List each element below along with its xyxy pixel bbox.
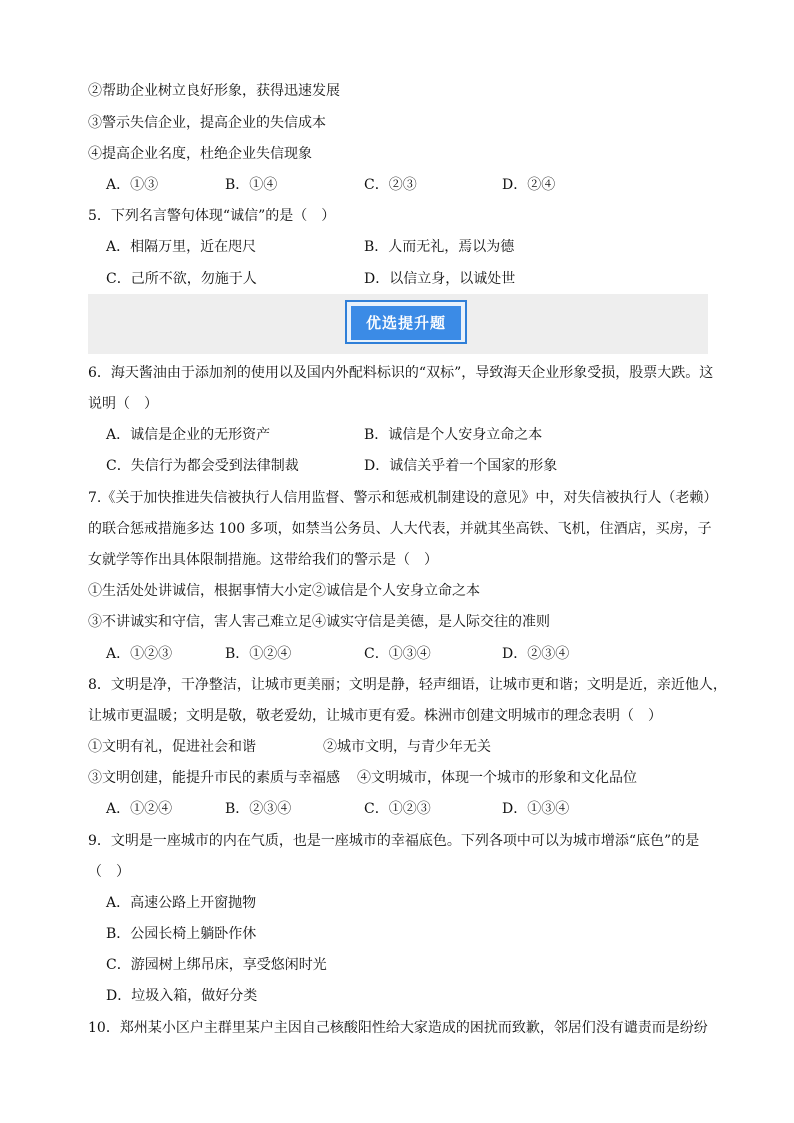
question-7-line-1: 7.《关于加快推进失信被执行人信用监督、警示和惩戒机制建设的意见》中，对失信被执行人（老赖） <box>88 490 718 506</box>
question-8-line-2: 让城市更温暖；文明是敬，敬老爱幼，让城市更有爱。株洲市创建文明城市的理念表明（ ） <box>88 708 662 724</box>
section-badge <box>345 300 467 344</box>
q7-option-d[interactable]: D．②③④ <box>502 646 570 662</box>
question-6-line-1: 6．海天酱油由于添加剂的使用以及国内外配料标识的“双标”，导致海天企业形象受损，股票大跌。这 <box>88 365 714 381</box>
q9-option-b[interactable]: B．公园长椅上躺卧作休 <box>106 926 257 942</box>
section-title: 优选提升题 <box>351 306 461 340</box>
question-7-line-2: 的联合惩戒措施多达 100 多项，如禁当公务员、人大代表，并就其坐高铁、飞机，住酒店，买房，子 <box>88 521 712 537</box>
q4-option-c[interactable]: C．②③ <box>364 177 417 193</box>
q9-option-c[interactable]: C．游园树上绑吊床，享受悠闲时光 <box>106 957 327 973</box>
q8-statement-1: ①文明有礼，促进社会和谐 <box>88 739 256 755</box>
question-9-line-2: （ ） <box>88 864 130 880</box>
q6-option-d[interactable]: D．诚信关乎着一个国家的形象 <box>364 458 558 474</box>
statement-3: ③警示失信企业，提高企业的失信成本 <box>88 115 326 131</box>
q5-option-d[interactable]: D．以信立身，以诚处世 <box>364 271 516 287</box>
q8-option-a[interactable]: A．①②④ <box>106 801 173 817</box>
question-7-line-3: 女就学等作出具体限制措施。这带给我们的警示是（ ） <box>88 552 438 568</box>
q5-option-a[interactable]: A．相隔万里，近在咫尺 <box>106 239 257 255</box>
question-8-line-1: 8．文明是净，干净整洁，让城市更美丽；文明是静，轻声细语，让城市更和谐；文明是近，亲近他人， <box>88 677 727 693</box>
section-banner <box>88 294 708 354</box>
q9-option-d[interactable]: D．垃圾入箱，做好分类 <box>106 988 258 1004</box>
q5-option-b[interactable]: B．人而无礼，焉以为德 <box>364 239 515 255</box>
q4-option-d[interactable]: D．②④ <box>502 177 556 193</box>
q9-option-a[interactable]: A．高速公路上开窗抛物 <box>106 895 257 911</box>
q4-option-b[interactable]: B．①④ <box>225 177 278 193</box>
statement-4: ④提高企业名度，杜绝企业失信现象 <box>88 146 312 162</box>
q8-statement-3: ③文明创建，能提升市民的素质与幸福感 <box>88 770 340 786</box>
q7-option-c[interactable]: C．①③④ <box>364 646 431 662</box>
question-5: 5．下列名言警句体现“诚信”的是（ ） <box>88 208 336 224</box>
q7-option-b[interactable]: B．①②④ <box>225 646 292 662</box>
q4-option-a[interactable]: A．①③ <box>106 177 159 193</box>
question-10-line-1: 10．郑州某小区户主群里某户主因自己核酸阳性给大家造成的困扰而致歉，邻居们没有谴责而是纷纷 <box>88 1020 708 1036</box>
q6-option-c[interactable]: C．失信行为都会受到法律制裁 <box>106 458 299 474</box>
question-6-line-2: 说明（ ） <box>88 396 158 412</box>
q6-option-b[interactable]: B．诚信是个人安身立命之本 <box>364 427 543 443</box>
q7-statements-2: ③不讲诚实和守信，害人害己难立足④诚实守信是美德，是人际交往的准则 <box>88 614 550 630</box>
q8-statement-2: ②城市文明，与青少年无关 <box>323 739 491 755</box>
q8-statement-4: ④文明城市，体现一个城市的形象和文化品位 <box>357 770 637 786</box>
q6-option-a[interactable]: A．诚信是企业的无形资产 <box>106 427 271 443</box>
q7-option-a[interactable]: A．①②③ <box>106 646 173 662</box>
q7-statements-1: ①生活处处讲诚信，根据事情大小定②诚信是个人安身立命之本 <box>88 583 480 599</box>
q5-option-c[interactable]: C．己所不欲，勿施于人 <box>106 271 257 287</box>
question-9-line-1: 9．文明是一座城市的内在气质，也是一座城市的幸福底色。下列各项中可以为城市增添“底色”的是 <box>88 833 700 849</box>
statement-2: ②帮助企业树立良好形象，获得迅速发展 <box>88 83 340 99</box>
q8-option-b[interactable]: B．②③④ <box>225 801 292 817</box>
q8-option-d[interactable]: D．①③④ <box>502 801 570 817</box>
q8-option-c[interactable]: C．①②③ <box>364 801 431 817</box>
